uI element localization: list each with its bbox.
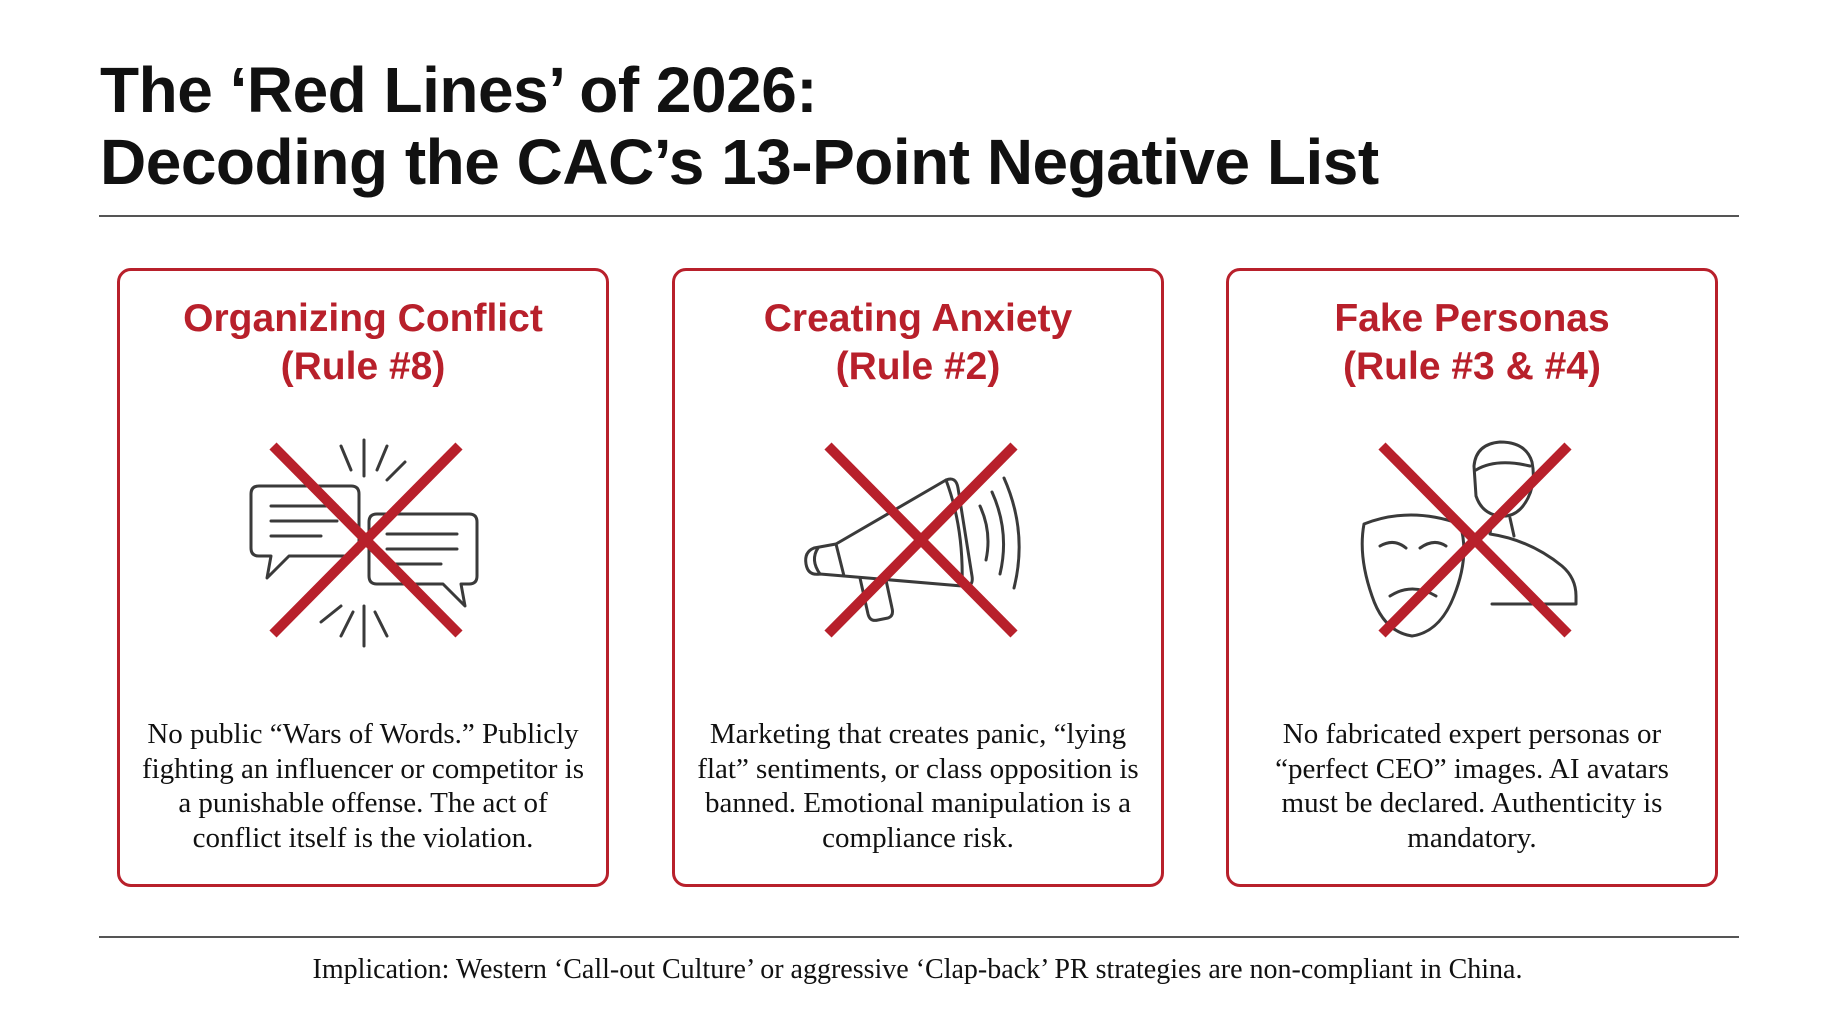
card-description: No fabricated expert personas or “perfect CEO” images. AI avatars must be declared. Authenticity is mandatory. — [1275, 718, 1669, 854]
card-rule-number: (Rule #3 & #4) — [1343, 345, 1601, 388]
card-title — [675, 295, 1161, 391]
card-organizing-conflict — [117, 268, 609, 887]
card-fake-personas — [1226, 268, 1718, 887]
card-heading: Creating Anxiety — [763, 297, 1073, 340]
megaphone-icon — [796, 436, 1046, 656]
top-divider — [99, 215, 1739, 217]
card-rule-number: (Rule #2) — [835, 345, 1001, 388]
bottom-divider — [99, 936, 1739, 938]
card-description: Marketing that creates panic, “lying flat” sentiments, or class opposition is banned. Emotional manipulation is a compliance risk. — [697, 718, 1139, 854]
card-title — [120, 295, 606, 391]
card-description: No public “Wars of Words.” Publicly fighting an influencer or competitor is a punishable offense. The act of conflict itself is the violation. — [141, 718, 585, 854]
implication-note: Implication: Western ‘Call-out Culture’ or aggressive ‘Clap-back’ PR strategies are non-compliant in China. — [312, 954, 1523, 985]
title-line-2: Decoding the CAC’s 13-Point Negative List — [100, 126, 1379, 198]
card-creating-anxiety — [672, 268, 1164, 887]
mask-and-person-icon — [1350, 436, 1600, 656]
card-rule-number: (Rule #8) — [280, 345, 446, 388]
card-heading: Fake Personas — [1334, 297, 1610, 340]
conflicting-speech-bubbles-icon — [241, 436, 491, 656]
card-title — [1229, 295, 1715, 391]
page-title — [100, 54, 1379, 198]
title-line-1: The ‘Red Lines’ of 2026: — [100, 54, 818, 126]
card-heading: Organizing Conflict — [183, 297, 543, 340]
